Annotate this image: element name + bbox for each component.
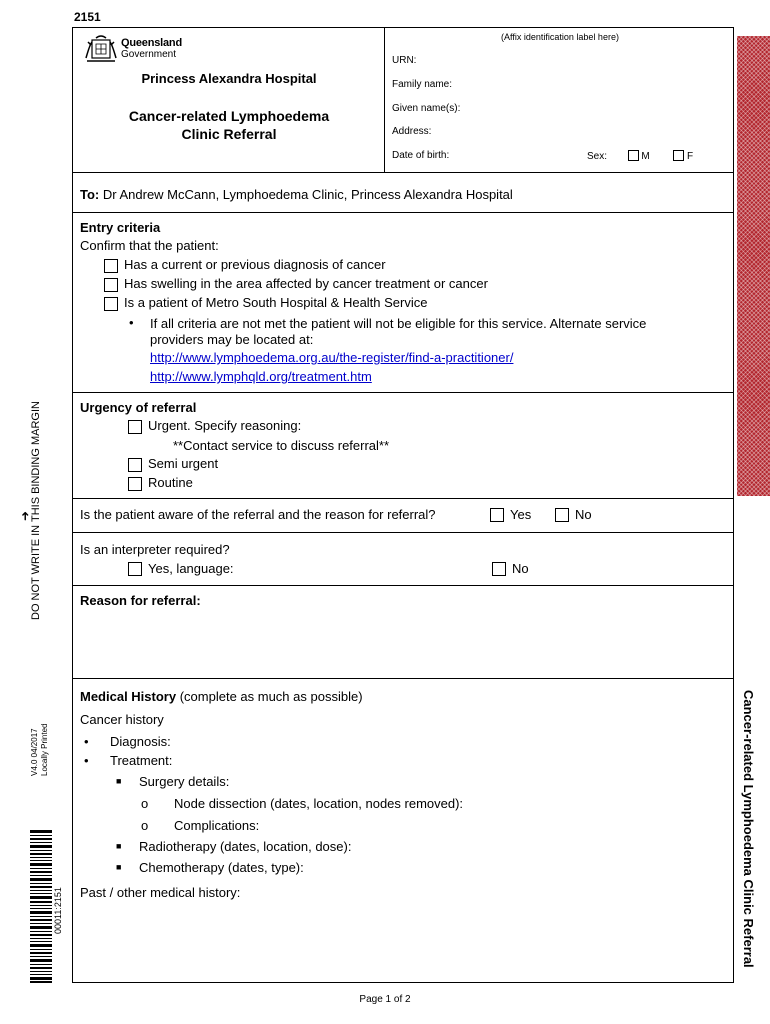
dob-field[interactable]: Date of birth:: [392, 150, 450, 161]
medical-history-title: Medical History: [80, 689, 177, 704]
criteria-metro-south-checkbox[interactable]: [104, 297, 118, 311]
patient-aware-question: Is the patient aware of the referral and the reason for referral?: [80, 507, 436, 522]
binding-margin-warning: DO NOT WRITE IN THIS BINDING MARGIN: [30, 401, 42, 620]
aware-yes-checkbox[interactable]: [490, 508, 504, 522]
hospital-name: Princess Alexandra Hospital: [141, 71, 317, 86]
contact-service-note: **Contact service to discuss referral**: [173, 438, 390, 453]
sex-f-checkbox[interactable]: [673, 150, 684, 161]
interpreter-yes-checkbox[interactable]: [128, 562, 142, 576]
to-label: To:: [80, 187, 100, 202]
criteria-diagnosis-checkbox[interactable]: [104, 259, 118, 273]
urgency-heading: Urgency of referral: [80, 400, 197, 415]
square-bullet-icon: ■: [116, 776, 122, 786]
criteria-swelling-checkbox[interactable]: [104, 278, 118, 292]
page-number: Page 1 of 2: [359, 994, 411, 1005]
link-lymphqld-treatment[interactable]: http://www.lymphqld.org/treatment.htm: [150, 369, 372, 384]
divider-reason: [72, 678, 734, 679]
bullet-icon: •: [84, 734, 89, 749]
routine-checkbox[interactable]: [128, 477, 142, 491]
affix-label-text: (Affix identification label here): [501, 32, 619, 42]
divider-header: [72, 172, 734, 173]
queensland-crest-icon: [84, 34, 118, 64]
entry-criteria-heading: Entry criteria: [80, 220, 161, 235]
sex-m-label: M: [641, 151, 650, 162]
square-bullet-icon: ■: [116, 862, 122, 872]
form-title: [76, 107, 382, 143]
side-title: Cancer-related Lymphoedema Clinic Referral: [741, 690, 756, 968]
cancer-history-label: Cancer history: [80, 712, 164, 727]
complications-field[interactable]: Complications:: [174, 818, 260, 833]
logo-government: Government: [121, 49, 177, 60]
form-number: 2151: [74, 10, 101, 24]
criteria-metro-south-label: Is a patient of Metro South Hospital & Health Service: [124, 295, 428, 310]
version-info: [30, 724, 50, 776]
medical-history-note: (complete as much as possible): [179, 689, 363, 704]
treatment-label: Treatment:: [110, 753, 173, 768]
version-line1: V4.0 04/2017: [30, 728, 39, 776]
sex-m-checkbox[interactable]: [628, 150, 639, 161]
criteria-diagnosis-label: Has a current or previous diagnosis of cancer: [124, 257, 386, 272]
aware-no-label: No: [575, 507, 592, 522]
semi-urgent-checkbox[interactable]: [128, 458, 142, 472]
criteria-note-line2: providers may be located at:: [150, 332, 314, 347]
given-names-field[interactable]: Given name(s):: [392, 103, 461, 114]
address-field[interactable]: Address:: [392, 126, 432, 137]
to-line: [80, 187, 513, 202]
header-divider: [384, 27, 385, 172]
arrow-icon: ➜: [18, 510, 33, 522]
square-bullet-icon: ■: [116, 841, 122, 851]
past-medical-history-field[interactable]: Past / other medical history:: [80, 885, 241, 900]
criteria-note-line1: If all criteria are not met the patient will not be eligible for this service. Alternate service: [150, 316, 647, 331]
barcode-icon: [30, 830, 52, 983]
surgery-field[interactable]: Surgery details:: [139, 774, 230, 789]
form-title-line1: Cancer-related Lymphoedema: [128, 108, 330, 124]
sex-label: Sex:: [587, 151, 608, 162]
divider-to: [72, 212, 734, 213]
interpreter-no-label: No: [512, 561, 529, 576]
version-line2: Locally Printed: [40, 723, 49, 776]
urgent-label: Urgent. Specify reasoning:: [148, 418, 302, 433]
form-title-line2: Clinic Referral: [181, 126, 277, 142]
divider-entry: [72, 392, 734, 393]
aware-no-checkbox[interactable]: [555, 508, 569, 522]
link-lymphoedema-register[interactable]: http://www.lymphoedema.org.au/the-register/find-a-practitioner/: [150, 350, 514, 365]
family-name-field[interactable]: Family name:: [392, 79, 453, 90]
urn-field[interactable]: URN:: [392, 55, 417, 66]
diagnosis-field[interactable]: Diagnosis:: [110, 734, 171, 749]
criteria-swelling-label: Has swelling in the area affected by cancer treatment or cancer: [124, 276, 488, 291]
sex-f-label: F: [687, 151, 694, 162]
semi-urgent-label: Semi urgent: [148, 456, 219, 471]
urgent-checkbox[interactable]: [128, 420, 142, 434]
interpreter-yes-label: Yes, language:: [148, 561, 234, 576]
chemotherapy-field[interactable]: Chemotherapy (dates, type):: [139, 860, 304, 875]
bullet-icon: •: [129, 315, 134, 330]
radiotherapy-field[interactable]: Radiotherapy (dates, location, dose):: [139, 839, 352, 854]
reason-field[interactable]: [80, 612, 720, 672]
medical-history-heading: [80, 689, 363, 704]
divider-urgency: [72, 498, 734, 499]
interpreter-no-checkbox[interactable]: [492, 562, 506, 576]
bullet-icon: •: [84, 753, 89, 768]
interpreter-question: Is an interpreter required?: [80, 542, 230, 557]
divider-aware: [72, 532, 734, 533]
entry-criteria-intro: Confirm that the patient:: [80, 238, 219, 253]
node-dissection-field[interactable]: Node dissection (dates, location, nodes removed):: [174, 796, 464, 811]
to-recipient: Dr Andrew McCann, Lymphoedema Clinic, Princess Alexandra Hospital: [102, 187, 513, 202]
divider-interpreter: [72, 585, 734, 586]
circle-bullet-icon: o: [141, 796, 149, 811]
sex-field: [587, 150, 693, 162]
binding-margin-strip: [737, 36, 770, 496]
reason-heading: Reason for referral:: [80, 593, 201, 608]
circle-bullet-icon: o: [141, 818, 149, 833]
logo-queensland: Queensland: [121, 37, 182, 49]
routine-label: Routine: [148, 475, 193, 490]
barcode-number: 00011:2151: [53, 887, 63, 934]
aware-yes-label: Yes: [510, 507, 532, 522]
